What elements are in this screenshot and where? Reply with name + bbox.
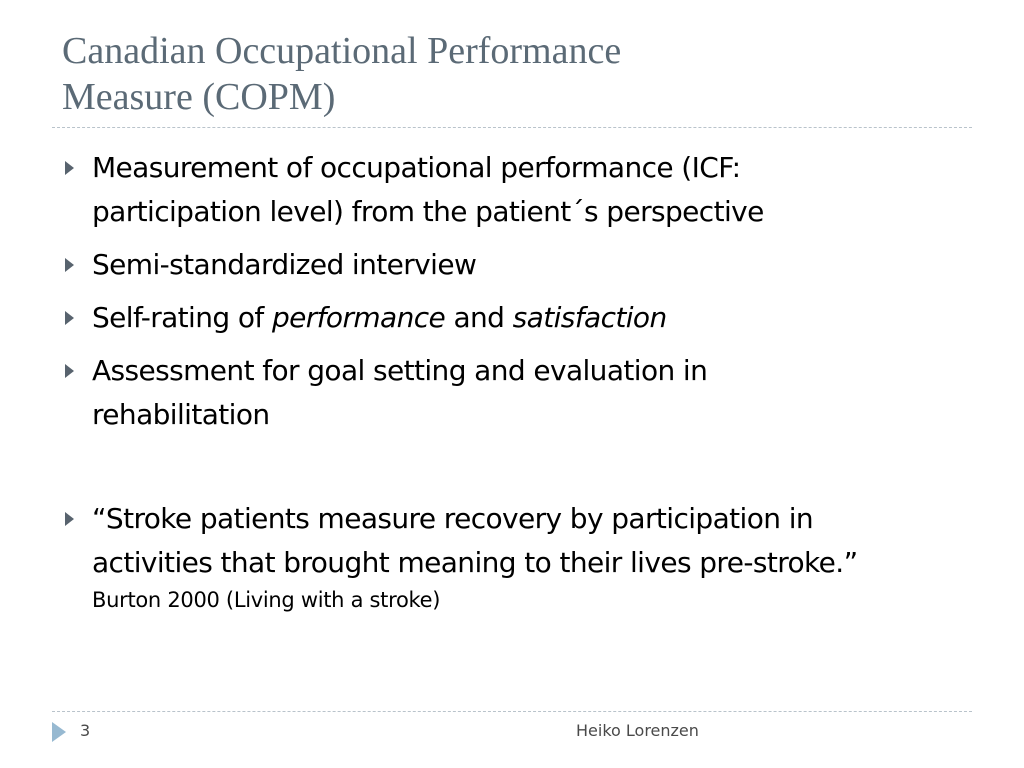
bullet-text-line xyxy=(92,296,962,340)
bullet-list xyxy=(62,146,962,624)
slide-title-line-1: Canadian Occupational Performance xyxy=(62,30,622,72)
bullet-item-measurement xyxy=(62,146,962,234)
slide-title xyxy=(62,28,962,120)
bullet-text-line: participation level) from the patient´s perspective xyxy=(92,195,764,228)
bullet-arrow-icon xyxy=(65,258,74,272)
footer-arrow-icon xyxy=(52,722,66,742)
bullet-text-line: rehabilitation xyxy=(92,398,270,431)
bullet-text-line: Semi-standardized interview xyxy=(92,248,477,281)
bullet-item-quote xyxy=(62,497,962,615)
quote-text-line: “Stroke patients measure recovery by participation in xyxy=(92,502,814,535)
bullet-item-interview xyxy=(62,243,962,287)
quote-text-line: activities that brought meaning to their lives pre-stroke.” xyxy=(92,546,858,579)
quote-citation: Burton 2000 (Living with a stroke) xyxy=(92,588,441,612)
bullet-text-line: Assessment for goal setting and evaluation in xyxy=(92,354,708,387)
page-number: 3 xyxy=(80,721,91,740)
emphasis-performance: performance xyxy=(271,301,446,334)
emphasis-satisfaction: satisfaction xyxy=(512,301,667,334)
bullet-arrow-icon xyxy=(65,311,74,325)
bullet-text-segment: Self-rating of xyxy=(92,301,272,334)
bullet-arrow-icon xyxy=(65,364,74,378)
footer-divider xyxy=(52,711,972,712)
slide-title-line-2: Measure (COPM) xyxy=(62,76,336,118)
bullet-item-self-rating xyxy=(62,296,962,340)
bullet-text-segment: and xyxy=(445,301,513,334)
bullet-arrow-icon xyxy=(65,161,74,175)
bullet-item-assessment xyxy=(62,349,962,437)
bullet-text-line: Measurement of occupational performance (ICF: xyxy=(92,151,741,184)
footer-author: Heiko Lorenzen xyxy=(576,721,699,740)
bullet-arrow-icon xyxy=(65,512,74,526)
title-divider xyxy=(52,127,972,128)
